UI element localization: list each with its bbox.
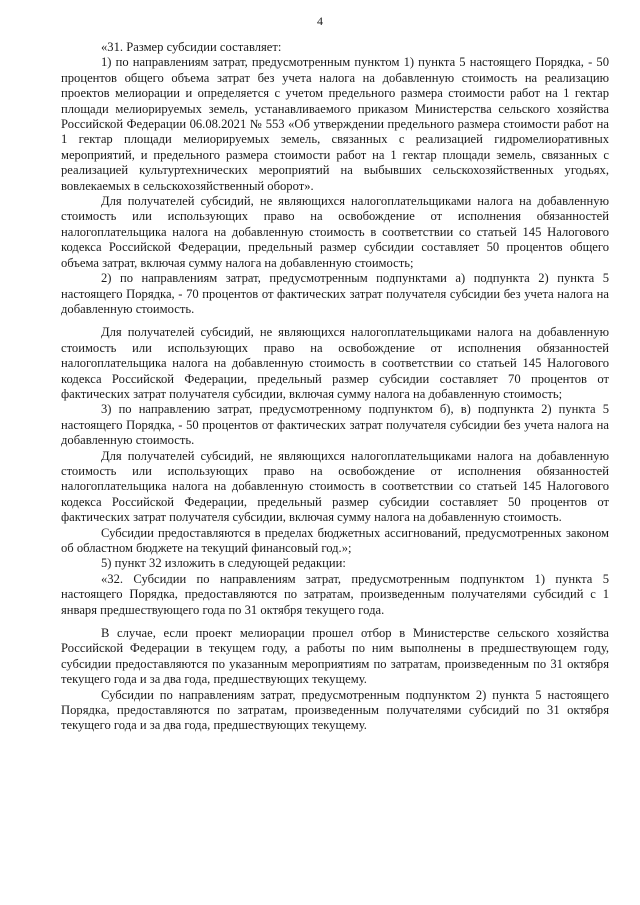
page-number: 4: [317, 14, 323, 28]
paragraph-31-item-1-vat-exempt: Для получателей субсидий, не являющихся налогоплательщиками налога на добавленную стоимость или использующих право на освобождение от исполнения обязанностей налогоплательщика налога на добавленную стоимость в соответствии со статьей 145 Налогового кодекса Российской Федерации, предельный размер субсидии составляет 50 процентов общего объема затрат, включая сумму налога на добавленную стоимость;: [61, 194, 609, 270]
paragraph-31-item-2: 2) по направлениям затрат, предусмотренным подпунктами а) подпункта 2) пункта 5 настоящего Порядка, - 70 процентов от фактических затрат получателя субсидии без учета налога на добавленную стоимость.: [61, 271, 609, 316]
paragraph-31-item-3: 3) по направлению затрат, предусмотренному подпунктом б), в) подпункта 2) пункта 5 настоящего Порядка, - 50 процентов от фактических затрат получателя субсидии без учета налога на добавленную стоимость.: [61, 402, 609, 448]
paragraph-31-intro: «31. Размер субсидии составляет:: [101, 40, 282, 54]
paragraph-31-item-3-vat-exempt: Для получателей субсидий, не являющихся налогоплательщиками налога на добавленную стоимость или использующих право на освобождение от исполнения обязанностей налогоплательщика налога на добавленную стоимость в соответствии со статьей 145 Налогового кодекса Российской Федерации, предельный размер субсидии составляет 50 процентов от фактических затрат получателя субсидии, включая сумму налога на добавленную стоимость.: [61, 448, 609, 525]
paragraph-31-item-2-vat-exempt: Для получателей субсидий, не являющихся налогоплательщиками налога на добавленную стоимость или использующих право на освобождение от исполнения обязанностей налогоплательщика налога на добавленную стоимость в соответствии со статьей 145 Налогового кодекса Российской Федерации, предельный размер субсидии составляет 70 процентов от фактических затрат получателя субсидии, включая сумму налога на добавленную стоимость;: [61, 325, 609, 401]
paragraph-32-selection-case: В случае, если проект мелиорации прошел отбор в Министерстве сельского хозяйства Российской Федерации в текущем году, а работы по ним выполнены в предшествующем году, субсидии предоставляются по указанным мероприятиям по затратам, произведенным по 31 октября текущего года и за два года, предшествующих текущему.: [61, 626, 609, 687]
paragraph-amendment-5: 5) пункт 32 изложить в следующей редакции:: [101, 556, 346, 571]
document-body: [61, 40, 609, 734]
paragraph-32-intro: «32. Субсидии по направлениям затрат, предусмотренным подпунктом 1) пункта 5 настоящего Порядка, предоставляются по затратам, произведенным получателями субсидий с 1 января предшествующего года по 31 октября текущего года.: [61, 571, 609, 617]
paragraph-32-item-2: Субсидии по направлениям затрат, предусмотренным подпунктом 2) пункта 5 настоящего Порядка, предоставляются по затратам, произведенным получателями субсидий по 31 октября текущего года и за два года, предшествующих текущему.: [61, 687, 609, 733]
paragraph-31-item-1: 1) по направлениям затрат, предусмотренным пунктом 1) пункта 5 настоящего Порядка, - 50 процентов общего объема затрат без учета налога на добавленную стоимость на реализацию проектов мелиорации и определяется с учетом предельного размера стоимости работ на 1 гектар площади мелиорируемых земель, устанавливаемого приказом Министерства сельского хозяйства Российской Федерации 06.08.2021 № 553 «Об утверждении предельного размера стоимости работ на 1 гектар площади мелиорируемых земель, связанных с реализацией гидромелиоративных мероприятий, и предельного размера стоимости работ на 1 гектар площади земель, связанных с реализацией культуртехнических мероприятий на выбывших сельскохозяйственных угодьях, вовлекаемых в сельскохозяйственный оборот».: [61, 55, 609, 193]
paragraph-31-budget-limit: Субсидии предоставляются в пределах бюджетных ассигнований, предусмотренных законом об областном бюджете на текущий финансовый год.»;: [61, 525, 609, 555]
